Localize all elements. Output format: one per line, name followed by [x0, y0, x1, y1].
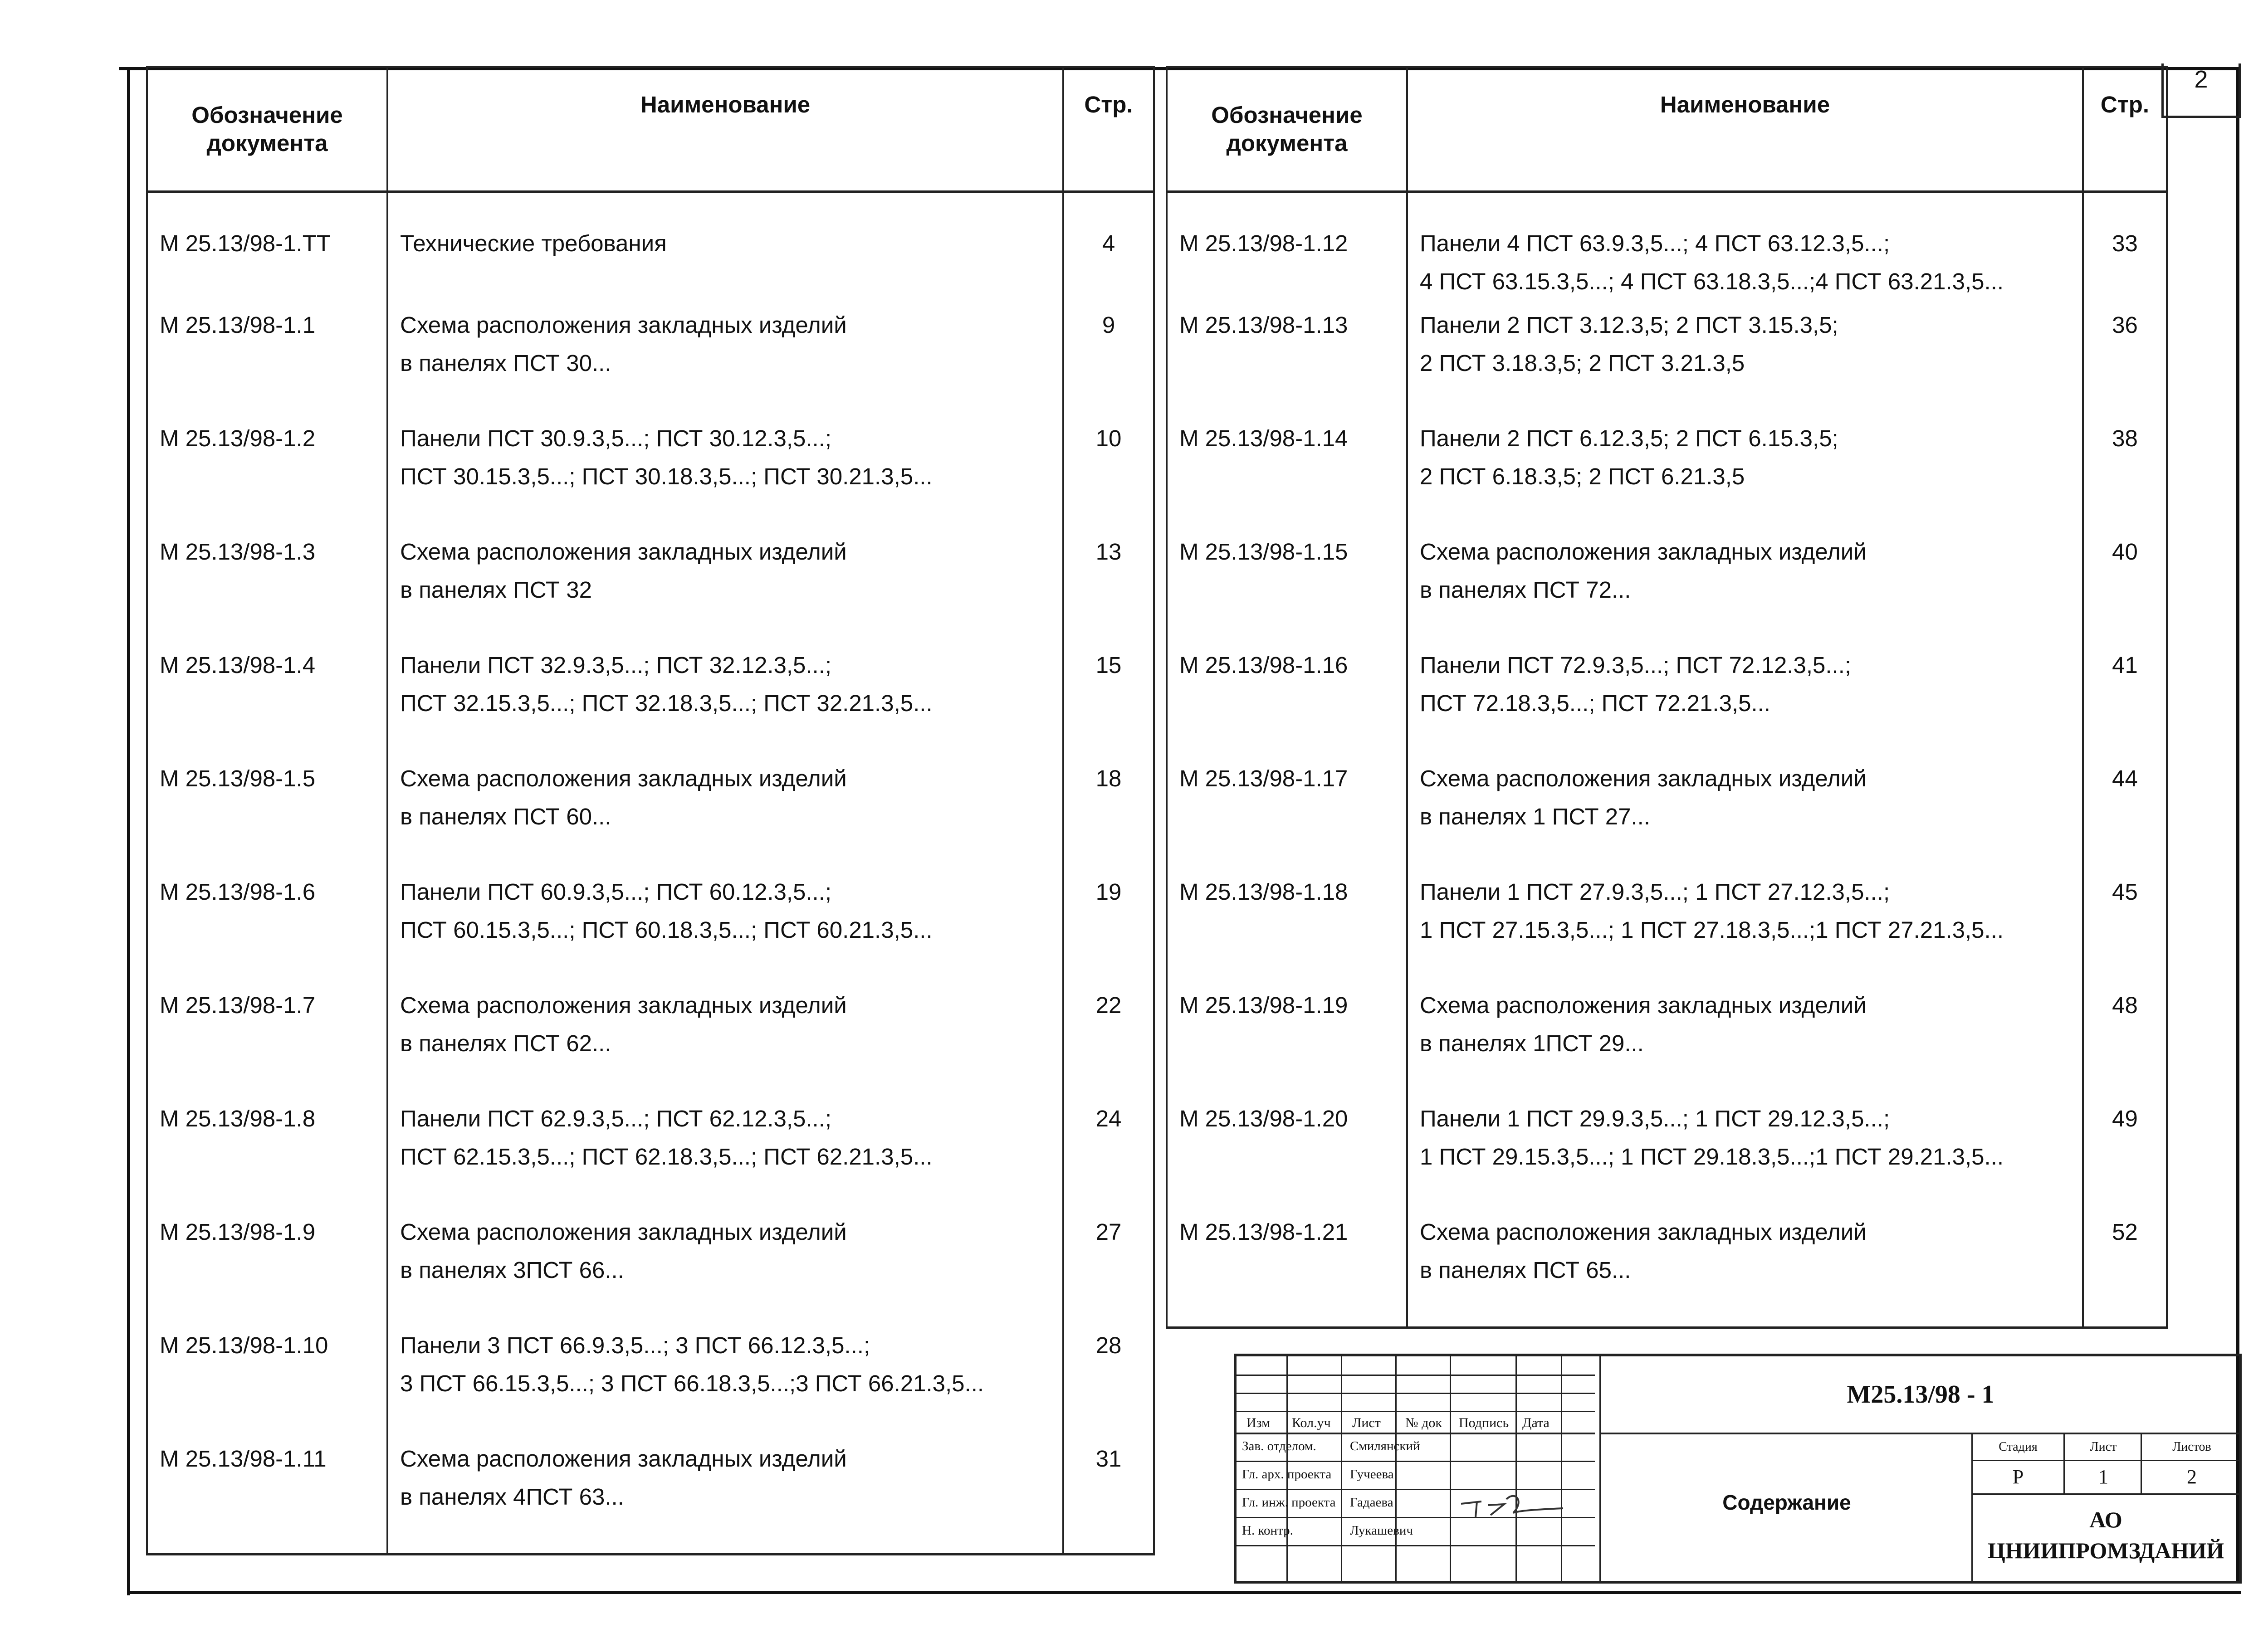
row-designation: М 25.13/98-1.16 — [1167, 646, 1407, 760]
col-head-izm: Изм — [1246, 1415, 1271, 1430]
table-row — [1167, 986, 2167, 1100]
row-name — [387, 873, 1063, 986]
row-name-line: ПСТ 30.15.3,5...; ПСТ 30.18.3,5...; ПСТ 30.21.3,5... — [400, 463, 933, 489]
row-name-line: Панели 4 ПСТ 63.9.3,5...; 4 ПСТ 63.12.3,5...; — [1420, 230, 1890, 256]
row-name — [1407, 306, 2083, 419]
row-designation: М 25.13/98-1.21 — [1167, 1213, 1407, 1328]
row-name-line: Схема расположения закладных изделий — [400, 1219, 847, 1245]
row-page: 19 — [1063, 873, 1154, 986]
row-page: 49 — [2083, 1100, 2167, 1213]
name-chief-architect: Гучеева — [1350, 1467, 1394, 1482]
row-name-line: в панелях ПСТ 60... — [400, 804, 611, 829]
row-page: 28 — [1063, 1326, 1154, 1440]
table-row — [1167, 192, 2167, 307]
sheet-number: 2 — [2161, 63, 2241, 118]
row-designation: М 25.13/98-1.11 — [147, 1440, 387, 1555]
row-name-line: ПСТ 72.18.3,5...; ПСТ 72.21.3,5... — [1420, 690, 1770, 716]
row-name — [387, 1440, 1063, 1555]
sheets-value: 2 — [2187, 1466, 2197, 1488]
stage-block — [1971, 1434, 2240, 1495]
row-designation: М 25.13/98-1.ТТ — [147, 192, 387, 307]
row-designation: М 25.13/98-1.8 — [147, 1100, 387, 1213]
row-name-line: Схема расположения закладных изделий — [1420, 992, 1867, 1018]
row-name-line: 3 ПСТ 66.15.3,5...; 3 ПСТ 66.18.3,5...;3 ПСТ 66.21.3,5... — [400, 1370, 984, 1396]
title-block — [1234, 1354, 2242, 1584]
row-page: 22 — [1063, 986, 1154, 1100]
row-designation: М 25.13/98-1.13 — [1167, 306, 1407, 419]
sheets-cell — [2141, 1434, 2242, 1493]
col-head-list: Лист — [1352, 1415, 1381, 1430]
row-designation: М 25.13/98-1.18 — [1167, 873, 1407, 986]
row-designation: М 25.13/98-1.10 — [147, 1326, 387, 1440]
sheet-cell — [2063, 1434, 2142, 1493]
role-norm-control: Н. контр. — [1242, 1523, 1293, 1538]
organization-line-1: АО — [2089, 1507, 2122, 1532]
row-name-line: Панели 3 ПСТ 66.9.3,5...; 3 ПСТ 66.12.3,5...; — [400, 1332, 870, 1358]
row-designation: М 25.13/98-1.17 — [1167, 760, 1407, 873]
row-page: 31 — [1063, 1440, 1154, 1555]
row-name-line: в панелях ПСТ 65... — [1420, 1257, 1631, 1283]
handwritten-signature — [1457, 1488, 1570, 1524]
row-designation: М 25.13/98-1.4 — [147, 646, 387, 760]
header-designation: Обозначение документа — [1167, 67, 1407, 192]
sheet-value: 1 — [2098, 1466, 2108, 1488]
table-row — [1167, 306, 2167, 419]
row-name — [1407, 1213, 2083, 1328]
row-name — [1407, 1100, 2083, 1213]
row-page: 18 — [1063, 760, 1154, 873]
row-designation: М 25.13/98-1.9 — [147, 1213, 387, 1326]
table-row — [147, 760, 1154, 873]
row-name — [1407, 192, 2083, 307]
row-name — [387, 306, 1063, 419]
row-name — [1407, 760, 2083, 873]
table-row — [147, 873, 1154, 986]
col-head-signature: Подпись — [1459, 1415, 1509, 1430]
row-name-line: Панели 1 ПСТ 27.9.3,5...; 1 ПСТ 27.12.3,5...; — [1420, 879, 1890, 905]
col-head-kolvo: Кол.уч — [1292, 1415, 1331, 1430]
row-name — [1407, 873, 2083, 986]
row-name-line: 1 ПСТ 29.15.3,5...; 1 ПСТ 29.18.3,5...;1 ПСТ 29.21.3,5... — [1420, 1144, 2004, 1170]
row-name-line: Схема расположения закладных изделий — [400, 539, 847, 565]
row-name — [387, 646, 1063, 760]
row-page: 52 — [2083, 1213, 2167, 1328]
row-name-line: 1 ПСТ 27.15.3,5...; 1 ПСТ 27.18.3,5...;1 ПСТ 27.21.3,5... — [1420, 917, 2004, 943]
row-designation: М 25.13/98-1.14 — [1167, 419, 1407, 533]
row-name-line: 2 ПСТ 6.18.3,5; 2 ПСТ 6.21.3,5 — [1420, 463, 1745, 489]
table-row — [147, 1440, 1154, 1555]
header-designation: Обозначение документа — [147, 67, 387, 192]
header-name: Наименование — [387, 67, 1063, 192]
table-row — [147, 1213, 1154, 1326]
table-row — [147, 1326, 1154, 1440]
row-designation: М 25.13/98-1.7 — [147, 986, 387, 1100]
document-code: М25.13/98 - 1 — [1599, 1356, 2240, 1434]
row-name-line: Схема расположения закладных изделий — [1420, 765, 1867, 791]
table-row — [1167, 419, 2167, 533]
row-name-line: 2 ПСТ 3.18.3,5; 2 ПСТ 3.21.3,5 — [1420, 350, 1745, 376]
name-chief-engineer: Гадаева — [1350, 1495, 1393, 1510]
row-name-line: ПСТ 32.15.3,5...; ПСТ 32.18.3,5...; ПСТ 32.21.3,5... — [400, 690, 933, 716]
row-name — [387, 419, 1063, 533]
row-page: 4 — [1063, 192, 1154, 307]
row-name — [387, 192, 1063, 307]
row-designation: М 25.13/98-1.1 — [147, 306, 387, 419]
table-row — [147, 1100, 1154, 1213]
row-page: 27 — [1063, 1213, 1154, 1326]
name-head-dept: Смилянский — [1350, 1439, 1420, 1453]
row-name-line: Технические требования — [400, 230, 667, 256]
table-row — [1167, 760, 2167, 873]
stage-value: Р — [2012, 1466, 2024, 1488]
sheet-label: Лист — [2065, 1434, 2142, 1461]
row-page: 48 — [2083, 986, 2167, 1100]
row-name-line: Схема расположения закладных изделий — [400, 992, 847, 1018]
row-designation: М 25.13/98-1.3 — [147, 533, 387, 646]
row-name-line: 4 ПСТ 63.15.3,5...; 4 ПСТ 63.18.3,5...;4 ПСТ 63.21.3,5... — [1420, 268, 2004, 294]
table-row — [147, 533, 1154, 646]
organization-line-2: ЦНИИПРОМЗДАНИЙ — [1987, 1538, 2224, 1563]
frame-left-border — [127, 67, 130, 1595]
row-name-line: Панели ПСТ 32.9.3,5...; ПСТ 32.12.3,5...; — [400, 652, 832, 678]
row-page: 24 — [1063, 1100, 1154, 1213]
row-name-line: Панели ПСТ 62.9.3,5...; ПСТ 62.12.3,5...; — [400, 1106, 832, 1131]
table-row — [1167, 1100, 2167, 1213]
row-name-line: ПСТ 60.15.3,5...; ПСТ 60.18.3,5...; ПСТ 60.21.3,5... — [400, 917, 933, 943]
row-name — [1407, 646, 2083, 760]
row-designation: М 25.13/98-1.6 — [147, 873, 387, 986]
row-name-line: Панели 1 ПСТ 29.9.3,5...; 1 ПСТ 29.12.3,5...; — [1420, 1106, 1890, 1131]
row-name-line: в панелях ПСТ 62... — [400, 1030, 611, 1056]
organization — [1971, 1495, 2239, 1581]
stage-cell — [1973, 1434, 2063, 1493]
row-designation: М 25.13/98-1.12 — [1167, 192, 1407, 307]
table-row — [1167, 1213, 2167, 1328]
row-name-line: Схема расположения закладных изделий — [400, 312, 847, 338]
header-page: Стр. — [2083, 67, 2167, 192]
row-name — [387, 533, 1063, 646]
role-head-dept: Зав. отделом. — [1242, 1439, 1316, 1453]
row-name-line: Схема расположения закладных изделий — [1420, 539, 1867, 565]
row-page: 33 — [2083, 192, 2167, 307]
row-name — [1407, 533, 2083, 646]
row-name — [1407, 419, 2083, 533]
sheets-label: Листов — [2142, 1434, 2242, 1461]
revision-grid — [1237, 1356, 1595, 1581]
row-page: 44 — [2083, 760, 2167, 873]
contents-table-left — [146, 66, 1155, 1555]
row-page: 36 — [2083, 306, 2167, 419]
row-name-line: Панели ПСТ 30.9.3,5...; ПСТ 30.12.3,5...; — [400, 425, 832, 451]
table-row — [1167, 533, 2167, 646]
row-designation: М 25.13/98-1.15 — [1167, 533, 1407, 646]
row-name — [1407, 986, 2083, 1100]
row-name-line: в панелях 4ПСТ 63... — [400, 1484, 624, 1510]
row-name-line: Панели ПСТ 60.9.3,5...; ПСТ 60.12.3,5...; — [400, 879, 832, 905]
table-row — [147, 192, 1154, 307]
row-name-line: Панели 2 ПСТ 3.12.3,5; 2 ПСТ 3.15.3,5; — [1420, 312, 1838, 338]
table-row — [147, 306, 1154, 419]
row-name — [387, 760, 1063, 873]
row-name — [387, 1326, 1063, 1440]
row-name-line: Схема расположения закладных изделий — [400, 765, 847, 791]
table-row — [1167, 646, 2167, 760]
row-page: 38 — [2083, 419, 2167, 533]
col-head-doc-no: № док — [1405, 1415, 1442, 1430]
row-name-line: Схема расположения закладных изделий — [400, 1446, 847, 1472]
row-page: 41 — [2083, 646, 2167, 760]
contents-table-right — [1166, 66, 2168, 1329]
row-name-line: в панелях 3ПСТ 66... — [400, 1257, 624, 1283]
role-chief-engineer: Гл. инж. проекта — [1242, 1495, 1336, 1510]
row-page: 10 — [1063, 419, 1154, 533]
table-row — [1167, 873, 2167, 986]
table-row — [147, 646, 1154, 760]
row-designation: М 25.13/98-1.5 — [147, 760, 387, 873]
row-page: 9 — [1063, 306, 1154, 419]
row-name — [387, 986, 1063, 1100]
row-name — [387, 1100, 1063, 1213]
row-name-line: Схема расположения закладных изделий — [1420, 1219, 1867, 1245]
row-designation: М 25.13/98-1.2 — [147, 419, 387, 533]
header-page: Стр. — [1063, 67, 1154, 192]
row-name-line: в панелях ПСТ 30... — [400, 350, 611, 376]
row-page: 13 — [1063, 533, 1154, 646]
row-name-line: в панелях ПСТ 72... — [1420, 577, 1631, 603]
role-chief-architect: Гл. арх. проекта — [1242, 1467, 1332, 1482]
stage-label: Стадия — [1973, 1434, 2063, 1461]
row-name-line: Панели ПСТ 72.9.3,5...; ПСТ 72.12.3,5...; — [1420, 652, 1852, 678]
table-header-row — [147, 67, 1154, 192]
row-page: 45 — [2083, 873, 2167, 986]
sheet-title: Содержание — [1599, 1434, 1973, 1581]
col-head-date: Дата — [1522, 1415, 1549, 1430]
table-row — [147, 986, 1154, 1100]
header-name: Наименование — [1407, 67, 2083, 192]
table-row — [147, 419, 1154, 533]
row-name-line: Панели 2 ПСТ 6.12.3,5; 2 ПСТ 6.15.3,5; — [1420, 425, 1838, 451]
row-name-line: ПСТ 62.15.3,5...; ПСТ 62.18.3,5...; ПСТ 62.21.3,5... — [400, 1144, 933, 1170]
name-norm-control: Лукашевич — [1350, 1523, 1413, 1538]
row-name — [387, 1213, 1063, 1326]
row-page: 15 — [1063, 646, 1154, 760]
row-designation: М 25.13/98-1.20 — [1167, 1100, 1407, 1213]
row-name-line: в панелях 1 ПСТ 27... — [1420, 804, 1651, 829]
row-name-line: в панелях ПСТ 32 — [400, 577, 592, 603]
row-designation: М 25.13/98-1.19 — [1167, 986, 1407, 1100]
row-page: 40 — [2083, 533, 2167, 646]
row-name-line: в панелях 1ПСТ 29... — [1420, 1030, 1644, 1056]
table-header-row — [1167, 67, 2167, 192]
frame-bottom-border — [127, 1591, 2241, 1594]
